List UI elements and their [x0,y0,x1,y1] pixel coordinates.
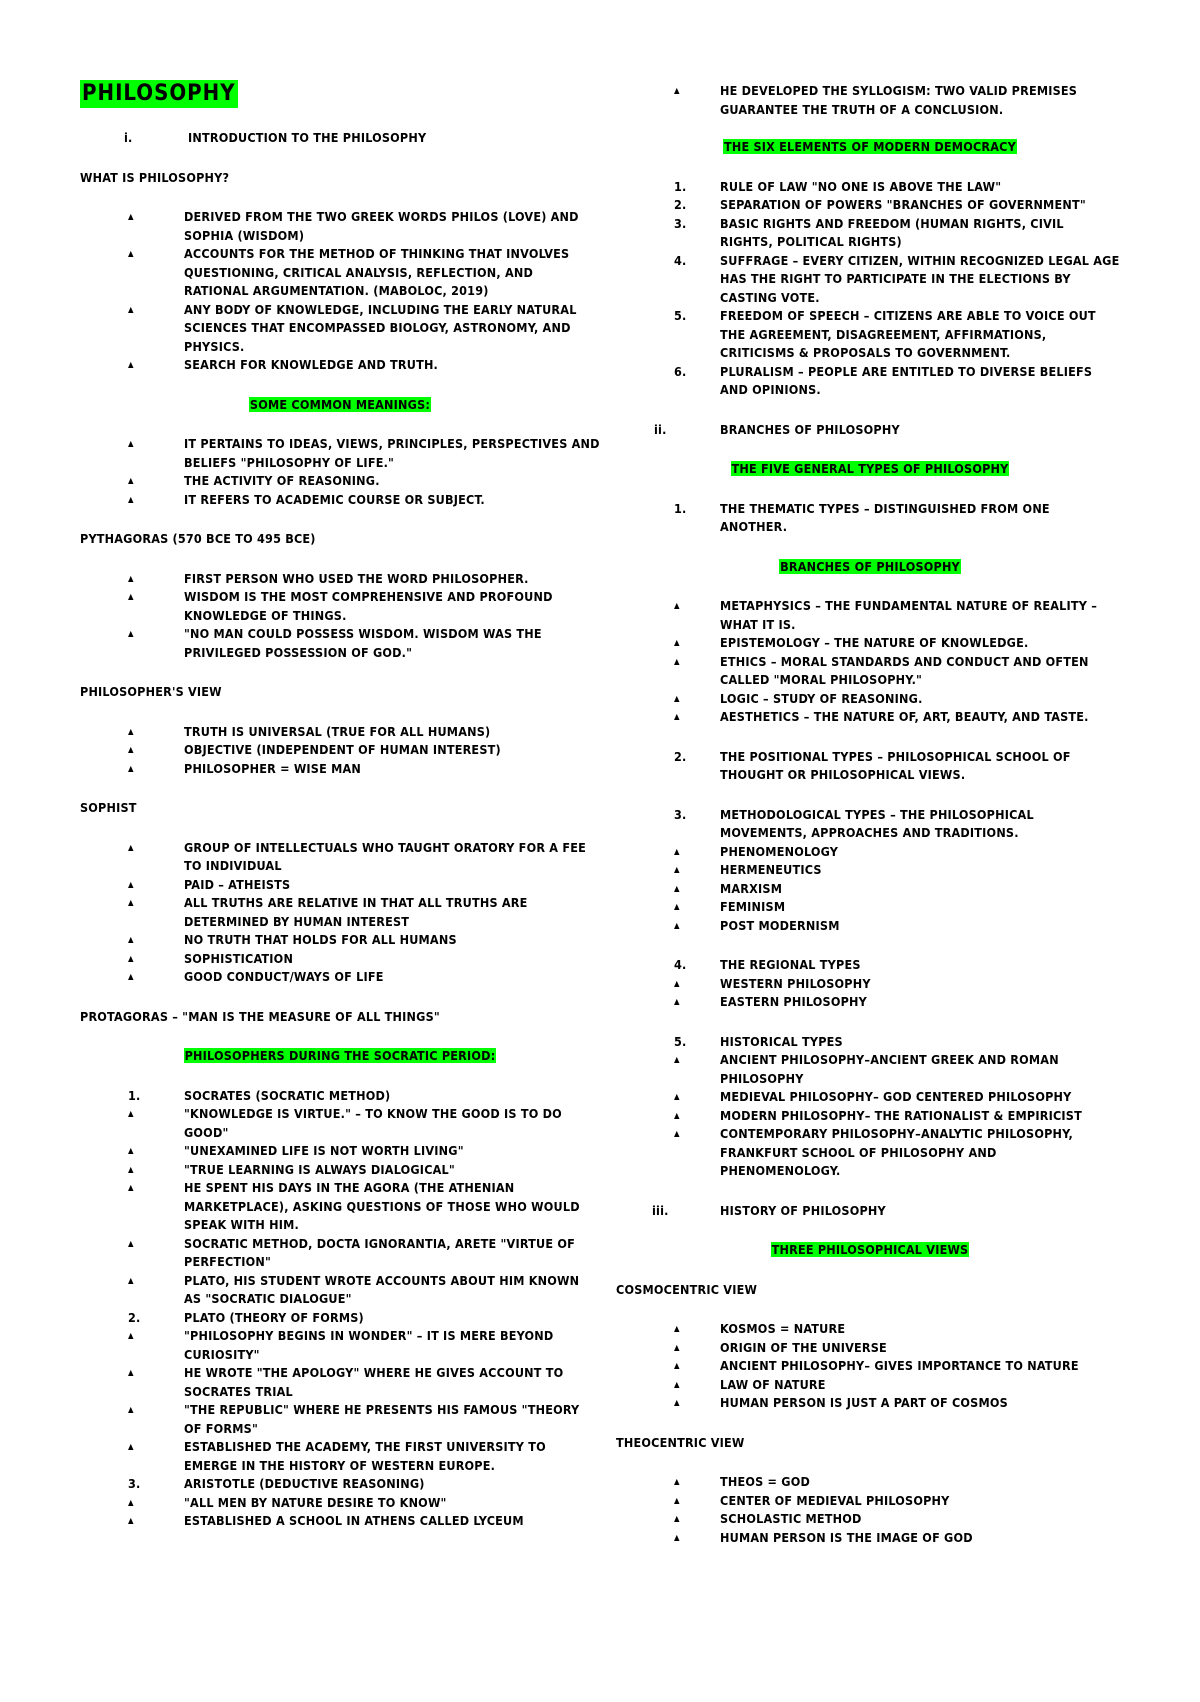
list-item [80,1235,600,1272]
bullet-icon: ▲ [128,1275,134,1285]
list-number: 6. [674,363,687,379]
list-number: 2. [128,1309,141,1325]
bullet-icon: ▲ [128,1109,134,1118]
list-item: ▲ ETHICS – MORAL STANDARDS AND CONDUCT AND OFTEN CALLED "MORAL PHILOSOPHY." [620,653,1120,690]
list-item: ▲ EPISTEMOLOGY – THE NATURE OF KNOWLEDGE. [620,634,1120,653]
list-item: ▲ IT PERTAINS TO IDEAS, VIEWS, PRINCIPLES, PERSPECTIVES AND BELIEFS "PHILOSOPHY OF LIFE." [80,435,600,472]
list-item [620,1033,1120,1052]
bullet-icon: ▲ [128,1183,134,1192]
list-item [80,1105,600,1142]
thematic-type [620,500,1120,537]
positional-type [620,748,1120,785]
list-text: "KNOWLEDGE IS VIRTUE." – TO KNOW THE GOOD IS TO DO GOOD" [184,1106,562,1140]
bullet-icon: ▲ [128,1331,134,1340]
list-item: ▲ ANCIENT PHILOSOPHY–ANCIENT GREEK AND ROMAN PHILOSOPHY [620,1051,1120,1088]
list-item [80,1512,600,1531]
list-item: ▲ GROUP OF INTELLECTUALS WHO TAUGHT ORATORY FOR A FEE TO INDIVIDUAL [80,839,600,876]
list-number: 1. [674,178,687,194]
philosophers-view-heading: PHILOSOPHER'S VIEW [80,684,222,699]
list-text: SOCRATES (SOCRATIC METHOD) [184,1087,391,1103]
list-item: ▲ FIRST PERSON WHO USED THE WORD PHILOSOPHER. [80,570,600,589]
list-number: 1. [128,1087,141,1103]
list-item: ▲ LAW OF NATURE [620,1376,1120,1395]
list-item: ▲ HERMENEUTICS [620,861,1120,880]
regional-type [620,956,1120,975]
regional-list [620,975,1120,1012]
left-column [80,0,600,1531]
list-item: ▲ GOOD CONDUCT/WAYS OF LIFE [80,968,600,987]
socratic-heading: PHILOSOPHERS DURING THE SOCRATIC PERIOD: [184,1048,496,1063]
list-item: ▲ SCHOLASTIC METHOD [620,1510,1120,1529]
protagoras-text: PROTAGORAS – "MAN IS THE MEASURE OF ALL THINGS" [80,1008,440,1024]
list-item [620,806,1120,843]
pythagoras-list [80,570,600,663]
right-column [616,0,1120,1547]
list-item [80,1087,600,1106]
list-item: ▲ HUMAN PERSON IS JUST A PART OF COSMOS [620,1394,1120,1413]
list-item: ▲ DERIVED FROM THE TWO GREEK WORDS PHILOS (LOVE) AND SOPHIA (WISDOM) [80,208,600,245]
sophist-list [80,839,600,987]
list-item: ▲ NO TRUTH THAT HOLDS FOR ALL HUMANS [80,931,600,950]
list-number: 3. [674,806,687,822]
historical-type [620,1033,1120,1052]
sophist-heading: SOPHIST [80,800,137,815]
section-branches-text: BRANCHES OF PHILOSOPHY [720,421,900,437]
roman-numeral: ii. [654,421,667,437]
list-text: THE THEMATIC TYPES – DISTINGUISHED FROM ONE ANOTHER. [720,500,1050,534]
list-text: SUFFRAGE – EVERY CITIZEN, WITHIN RECOGNIZED LEGAL AGE HAS THE RIGHT TO PARTICIPATE IN THE ELECTIONS BY CASTING VOTE. [720,252,1120,305]
list-number: 5. [674,1033,687,1049]
list-item: ▲ IT REFERS TO ACADEMIC COURSE OR SUBJECT. [80,491,600,510]
list-text: "ALL MEN BY NATURE DESIRE TO KNOW" [184,1494,447,1510]
list-item [620,215,1120,252]
list-item [620,307,1120,363]
list-text: HISTORICAL TYPES [720,1033,843,1049]
list-item [620,956,1120,975]
list-item: ▲ MEDIEVAL PHILOSOPHY– GOD CENTERED PHILOSOPHY [620,1088,1120,1107]
historical-list [620,1051,1120,1181]
list-item: ▲ ORIGIN OF THE UNIVERSE [620,1339,1120,1358]
list-number: 1. [674,500,687,516]
list-item [80,1327,600,1364]
list-item [80,1494,600,1513]
list-text: RULE OF LAW "NO ONE IS ABOVE THE LAW" [720,178,1002,194]
list-item [620,196,1120,215]
list-item [80,1272,600,1309]
list-text: THE REGIONAL TYPES [720,957,861,972]
branches-list [620,597,1120,727]
socratic-list [80,1087,600,1531]
list-number: 3. [128,1476,141,1491]
list-item [80,1401,600,1438]
bullet-icon: ▲ [128,1442,134,1451]
list-number: 4. [674,957,687,972]
list-item: ▲ ACCOUNTS FOR THE METHOD OF THINKING THAT INVOLVES QUESTIONING, CRITICAL ANALYSIS, REFLECTION, AND RATIONAL ARGUMENTATION. (MABOLOC, 2019) [80,245,600,301]
what-is-heading: WHAT IS PHILOSOPHY? [80,169,230,185]
page-title: PHILOSOPHY [82,81,236,106]
list-text: "PHILOSOPHY BEGINS IN WONDER" – IT IS MERE BEYOND CURIOSITY" [184,1328,554,1362]
list-item: ▲ HUMAN PERSON IS THE IMAGE OF GOD [620,1529,1120,1548]
list-item: ▲ ANY BODY OF KNOWLEDGE, INCLUDING THE EARLY NATURAL SCIENCES THAT ENCOMPASSED BIOLOGY, ASTRONOMY, AND PHYSICS. [80,301,600,357]
list-text: METHODOLOGICAL TYPES – THE PHILOSOPHICAL MOVEMENTS, APPROACHES AND TRADITIONS. [720,806,1034,840]
list-item [80,1475,600,1494]
section-intro-text: INTRODUCTION TO THE PHILOSOPHY [188,130,427,145]
list-number: 2. [674,748,687,764]
list-item [80,1179,600,1235]
theocentric-heading: THEOCENTRIC VIEW [616,1434,745,1450]
list-item: ▲ METAPHYSICS – THE FUNDAMENTAL NATURE OF REALITY – WHAT IT IS. [620,597,1120,634]
section-branches [620,421,1120,440]
branches-heading: BRANCHES OF PHILOSOPHY [780,558,960,574]
list-number: 2. [674,197,687,212]
roman-numeral: iii. [652,1202,669,1218]
list-text: SEPARATION OF POWERS "BRANCHES OF GOVERNMENT" [720,197,1086,212]
list-item: ▲ ANCIENT PHILOSOPHY– GIVES IMPORTANCE TO NATURE [620,1357,1120,1376]
cosmocentric-heading: COSMOCENTRIC VIEW [616,1281,758,1297]
list-text: PLATO, HIS STUDENT WROTE ACCOUNTS ABOUT HIM KNOWN AS "SOCRATIC DIALOGUE" [184,1272,580,1306]
list-item: ▲ CENTER OF MEDIEVAL PHILOSOPHY [620,1492,1120,1511]
syllogism-list [620,82,1120,119]
list-item [620,748,1120,785]
list-item: ▲ MARXISM [620,880,1120,899]
bullet-icon: ▲ [128,1368,134,1377]
methodological-type [620,806,1120,843]
section-history [620,1202,1120,1221]
list-text: THE POSITIONAL TYPES – PHILOSOPHICAL SCHOOL OF THOUGHT OR PHILOSOPHICAL VIEWS. [720,748,1071,782]
list-item: ▲ FEMINISM [620,898,1120,917]
list-item: ▲ KOSMOS = NATURE [620,1320,1120,1339]
section-history-text: HISTORY OF PHILOSOPHY [720,1202,886,1218]
list-item [80,1438,600,1475]
roman-numeral: i. [124,130,133,145]
bullet-icon: ▲ [128,1146,134,1155]
philosophers-view-list [80,723,600,779]
list-item [80,1309,600,1328]
list-text: "TRUE LEARNING IS ALWAYS DIALOGICAL" [184,1161,455,1177]
list-item: ▲ WESTERN PHILOSOPHY [620,975,1120,994]
list-item: ▲ POST MODERNISM [620,917,1120,936]
list-item [80,1142,600,1161]
list-item: ▲ HE DEVELOPED THE SYLLOGISM: TWO VALID PREMISES GUARANTEE THE TRUTH OF A CONCLUSION. [620,82,1120,119]
list-item: ▲ AESTHETICS – THE NATURE OF, ART, BEAUTY, AND TASTE. [620,708,1120,727]
list-item: ▲ SEARCH FOR KNOWLEDGE AND TRUTH. [80,356,600,375]
list-text: PLATO (THEORY OF FORMS) [184,1309,364,1325]
list-item [620,252,1120,308]
pythagoras-heading: PYTHAGORAS (570 BCE TO 495 BCE) [80,531,316,546]
list-text: ARISTOTLE (DEDUCTIVE REASONING) [184,1476,425,1491]
democracy-heading: THE SIX ELEMENTS OF MODERN DEMOCRACY [724,139,1016,154]
list-item [620,363,1120,400]
democracy-list [620,178,1120,400]
list-text: PLURALISM – PEOPLE ARE ENTITLED TO DIVERSE BELIEFS AND OPINIONS. [720,363,1093,397]
section-intro [80,129,600,148]
list-item: ▲ PHENOMENOLOGY [620,843,1120,862]
list-item: ▲ THEOS = GOD [620,1473,1120,1492]
five-types-heading: THE FIVE GENERAL TYPES OF PHILOSOPHY [731,461,1009,476]
list-item [80,1161,600,1180]
methodological-list [620,843,1120,936]
list-item: ▲ SOPHISTICATION [80,950,600,969]
what-is-list [80,208,600,375]
list-item: ▲ PAID – ATHEISTS [80,876,600,895]
theocentric-list [620,1473,1120,1547]
bullet-icon: ▲ [128,1405,134,1414]
list-item: ▲ THE ACTIVITY OF REASONING. [80,472,600,491]
bullet-icon: ▲ [128,1516,134,1525]
list-item: ▲ "NO MAN COULD POSSESS WISDOM. WISDOM WAS THE PRIVILEGED POSSESSION OF GOD." [80,625,600,662]
list-number: 5. [674,308,687,323]
list-number: 3. [674,215,687,231]
common-meanings-heading: SOME COMMON MEANINGS: [249,396,431,412]
bullet-icon: ▲ [128,1164,134,1174]
list-item [620,500,1120,537]
cosmocentric-list [620,1320,1120,1413]
list-text: FREEDOM OF SPEECH – CITIZENS ARE ABLE TO VOICE OUT THE AGREEMENT, DISAGREEMENT, AFFIRMATIONS, CRITICISMS & PROPOSALS TO GOVERNMENT. [720,308,1096,360]
list-item: ▲ PHILOSOPHER = WISE MAN [80,760,600,779]
three-views-heading: THREE PHILOSOPHICAL VIEWS [771,1242,969,1257]
list-item: ▲ TRUTH IS UNIVERSAL (TRUE FOR ALL HUMANS) [80,723,600,742]
list-text: HE WROTE "THE APOLOGY" WHERE HE GIVES ACCOUNT TO SOCRATES TRIAL [184,1365,564,1399]
list-item [80,1364,600,1401]
list-text: "UNEXAMINED LIFE IS NOT WORTH LIVING" [184,1143,464,1158]
list-text: SOCRATIC METHOD, DOCTA IGNORANTIA, ARETE "VIRTUE OF PERFECTION" [184,1235,575,1269]
list-item: ▲ OBJECTIVE (INDEPENDENT OF HUMAN INTEREST) [80,741,600,760]
list-item: ▲ LOGIC – STUDY OF REASONING. [620,690,1120,709]
bullet-icon: ▲ [128,1238,134,1248]
list-text: HE SPENT HIS DAYS IN THE AGORA (THE ATHENIAN MARKETPLACE), ASKING QUESTIONS OF THOSE WHO WOULD SPEAK WITH HIM. [184,1180,580,1232]
common-meanings-list [80,435,600,509]
list-item: ▲ CONTEMPORARY PHILOSOPHY–ANALYTIC PHILOSOPHY, FRANKFURT SCHOOL OF PHILOSOPHY AND PHENOMENOLOGY. [620,1125,1120,1181]
list-number: 4. [674,252,687,268]
list-text: BASIC RIGHTS AND FREEDOM (HUMAN RIGHTS, CIVIL RIGHTS, POLITICAL RIGHTS) [720,215,1064,249]
list-item [620,178,1120,197]
list-text: ESTABLISHED THE ACADEMY, THE FIRST UNIVERSITY TO EMERGE IN THE HISTORY OF WESTERN EUROPE. [184,1439,546,1473]
list-item: ▲ WISDOM IS THE MOST COMPREHENSIVE AND PROFOUND KNOWLEDGE OF THINGS. [80,588,600,625]
bullet-icon: ▲ [128,1497,134,1507]
list-item: ▲ ALL TRUTHS ARE RELATIVE IN THAT ALL TRUTHS ARE DETERMINED BY HUMAN INTEREST [80,894,600,931]
list-text: "THE REPUBLIC" WHERE HE PRESENTS HIS FAMOUS "THEORY OF FORMS" [184,1402,580,1436]
list-text: ESTABLISHED A SCHOOL IN ATHENS CALLED LYCEUM [184,1513,524,1528]
list-item: ▲ MODERN PHILOSOPHY– THE RATIONALIST & EMPIRICIST [620,1107,1120,1126]
list-item: ▲ EASTERN PHILOSOPHY [620,993,1120,1012]
